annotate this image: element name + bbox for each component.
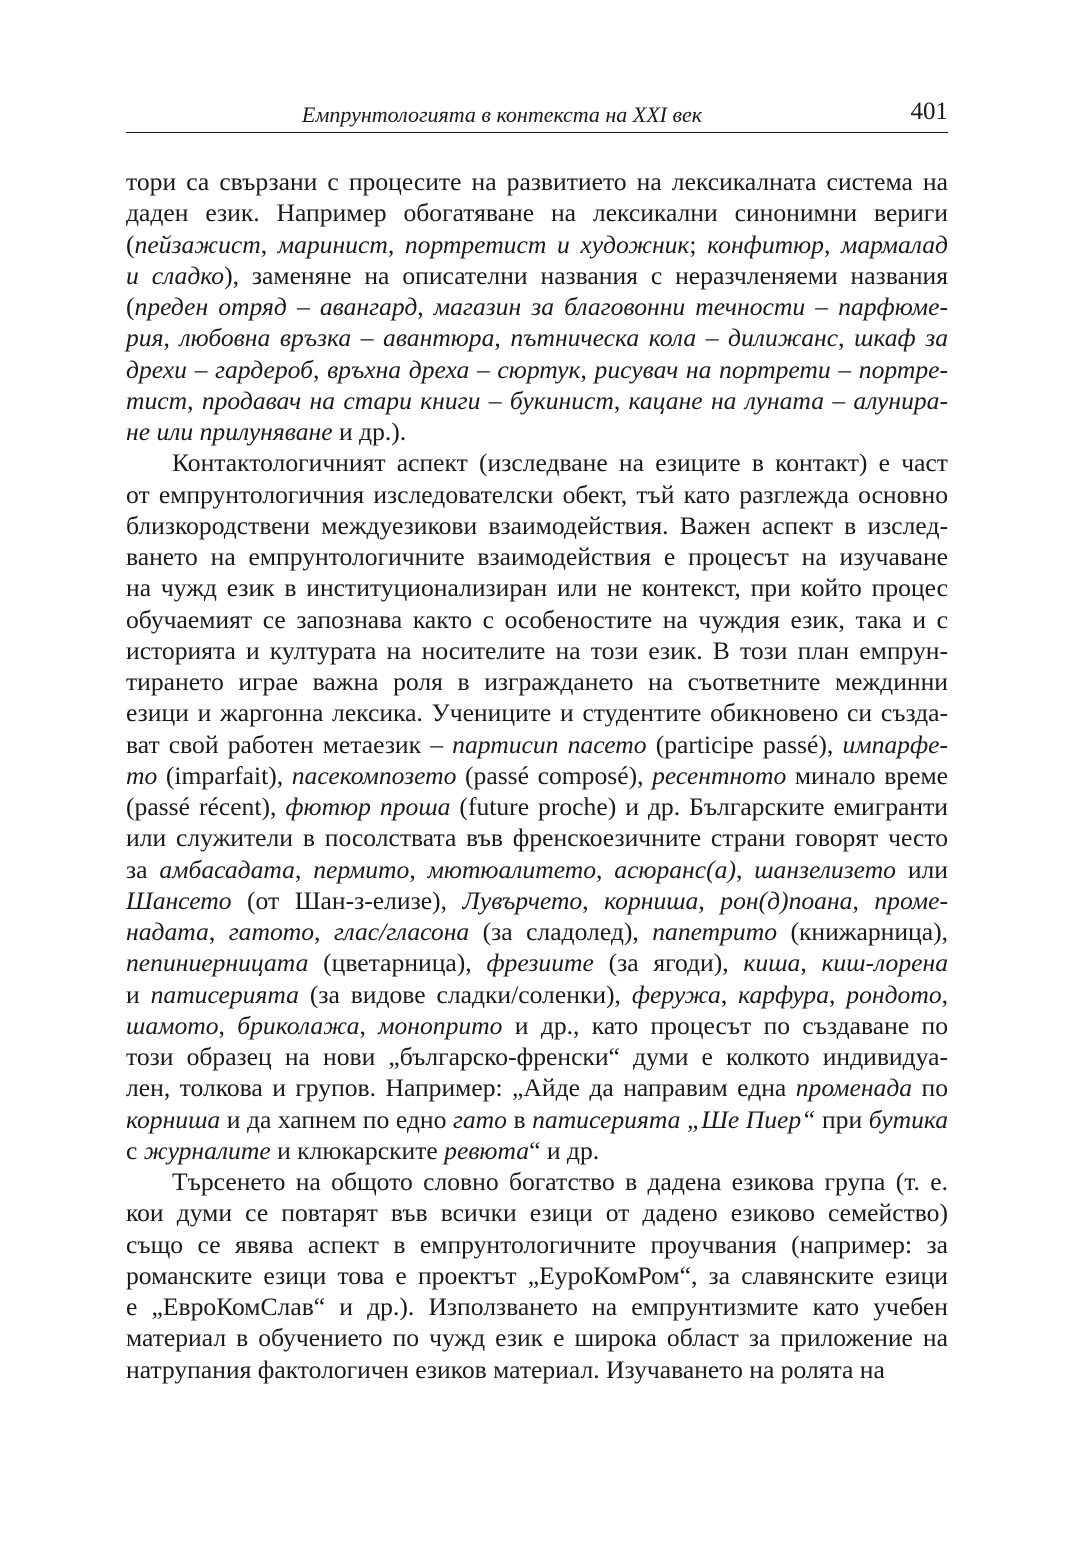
italic-term: асюранс(а) (614, 854, 736, 884)
text-run: и др., като процесът по създаване по (502, 1010, 949, 1040)
italic-term: продавач на стари книги – букинист (201, 385, 614, 415)
text-line (126, 979, 948, 1010)
text-line (126, 541, 948, 572)
italic-term: връхна дреха – сюртук (327, 354, 581, 384)
text-line (126, 697, 948, 728)
italic-term: бриколажа (237, 1010, 360, 1040)
italic-term: пасекомпозето (291, 760, 457, 790)
text-line (126, 1135, 948, 1166)
text-line (126, 447, 948, 478)
italic-term: карфура (738, 979, 829, 1009)
text-run: , (260, 229, 278, 259)
text-run: , (838, 323, 855, 353)
text-run: (passé composé), (456, 760, 653, 790)
text-run: в (506, 1104, 533, 1134)
text-run: , (596, 854, 615, 884)
text-line (126, 1197, 948, 1228)
italic-term: преден отряд – авангард (134, 292, 418, 321)
text-run: , (941, 979, 949, 1009)
text-line (126, 354, 948, 385)
italic-term: шамото (126, 1010, 219, 1040)
italic-term: маринист (277, 229, 388, 259)
text-run: с (126, 1135, 144, 1165)
italic-term: мармалад (841, 229, 948, 259)
text-run: (imparfait), (157, 760, 292, 790)
text-run: и клюкарските (270, 1135, 445, 1165)
text-line (126, 604, 948, 635)
italic-term: журналите (143, 1135, 271, 1165)
text-line (126, 260, 948, 291)
text-run: ( (126, 229, 135, 259)
text-line (126, 510, 948, 541)
text-run: , (852, 885, 875, 915)
text-run: Контактологичният аспект (изследване на езиците в контакт) е част (172, 448, 948, 478)
italic-term: променада (795, 1073, 913, 1103)
italic-term: бутика (868, 1104, 948, 1134)
italic-term: корниша (604, 885, 699, 915)
italic-term: импарфе- (842, 729, 949, 759)
paragraph (126, 447, 948, 1166)
text-run: , (698, 885, 721, 915)
text-run: , (720, 979, 739, 1009)
text-run: също се явява аспект в емпрунтологичните проучвания (например: за (126, 1229, 948, 1259)
text-line (126, 479, 948, 510)
text-run: , (314, 917, 334, 946)
italic-term: моноприто (378, 1010, 503, 1040)
text-line (126, 791, 948, 822)
italic-term: гатото (228, 917, 315, 946)
text-run: (цветарница), (308, 948, 487, 978)
text-line (126, 947, 948, 978)
text-run: този образец на нови „българско-френски“ думи е колкото индивидуа- (126, 1042, 948, 1071)
italic-term: то (126, 760, 158, 790)
text-line (126, 385, 948, 416)
italic-term: рондото (846, 979, 942, 1009)
text-run: ), заменяне на описателни названия с неразчленяеми названия (224, 260, 948, 290)
text-run: , (823, 229, 841, 259)
text-run: материал в обучението по чужд език е широка област за приложение на (126, 1323, 948, 1353)
text-line (126, 1260, 948, 1291)
italic-term: конфитюр (707, 229, 824, 259)
italic-term: любовна връзка – авантюра (179, 323, 495, 353)
text-run: от емпрунтологичния изследователски обект, тъй като разглежда основно (126, 479, 948, 509)
italic-term: мютюалитето (427, 854, 597, 884)
italic-term: киша (743, 948, 801, 978)
text-run: или служители в посолствата във френскоезичните страни говорят често (126, 823, 948, 853)
text-run: , (829, 979, 847, 1009)
text-run: , (313, 354, 328, 384)
text-run: , (580, 354, 595, 384)
text-run: даден език. Например обогатяване на лексикални синонимни вериги (126, 198, 948, 228)
italic-term: киш-лорена (821, 948, 948, 978)
italic-term: пейзажист (134, 229, 261, 259)
italic-term: глас/гласона (333, 917, 470, 946)
text-run: (participe passé), (646, 729, 843, 759)
text-line (126, 572, 948, 603)
text-line (126, 822, 948, 853)
text-line (126, 1322, 948, 1353)
body-text (126, 166, 948, 1385)
italic-term: патисерията (150, 979, 299, 1009)
text-run: , (163, 323, 180, 353)
text-line (126, 1041, 948, 1072)
text-line (126, 1010, 948, 1041)
italic-term: ресентното (652, 760, 787, 790)
text-run: , (613, 385, 629, 415)
text-line (126, 666, 948, 697)
italic-term: не или прилуняване (126, 417, 333, 446)
text-run: по (912, 1073, 948, 1103)
text-run: ването на емпрунтологичните взаимодействия е процесът на изучаване (126, 542, 948, 571)
text-line (126, 1229, 948, 1260)
italic-term: гато (452, 1104, 507, 1134)
running-title: Емпрунтологията в контекста на XXI век (301, 102, 703, 127)
text-line (126, 916, 948, 947)
text-run: , (218, 1010, 238, 1040)
italic-term: Лувърчето (462, 885, 583, 915)
italic-term: шкаф за (854, 323, 949, 353)
paragraph (126, 166, 948, 447)
italic-term: рия (126, 323, 164, 353)
italic-term: дрехи – гардероб (126, 354, 314, 384)
text-line (126, 1354, 948, 1385)
text-run: , (494, 323, 511, 353)
page-number: 401 (910, 98, 948, 125)
text-line (126, 416, 948, 447)
italic-term: партисип пасето (452, 729, 647, 759)
text-line (126, 1104, 948, 1135)
italic-term: фютюр проша (285, 792, 451, 821)
text-run: натрупания фактологичен езиков материал. Изучаването на ролята на (126, 1354, 885, 1384)
text-line (126, 166, 948, 197)
text-run: , (187, 385, 202, 415)
running-head (126, 98, 948, 133)
text-run: (за сладолед), (469, 917, 653, 946)
text-run: Търсенето на общото словно богатство в дадена езикова група (т. е. (172, 1167, 948, 1196)
text-line (126, 854, 948, 885)
italic-term: пепиниерницата (126, 948, 309, 978)
italic-term: пермито (313, 854, 410, 884)
italic-term: шанзелизето (754, 854, 896, 884)
italic-term: и сладко (126, 260, 225, 290)
italic-term: тист (126, 385, 188, 415)
italic-term: рисувач на портрети – портре- (594, 354, 949, 384)
italic-term: портретист и художник (404, 229, 690, 259)
italic-term: магазин за благовонни течности – парфюме- (433, 292, 948, 321)
italic-term: папетрито (652, 917, 777, 946)
italic-term: феружа (631, 979, 721, 1009)
text-run: (за ягоди), (593, 948, 744, 978)
text-run: обучаемият се запознава както с особеностите на чуждия език, така и с (126, 604, 948, 634)
paragraph (126, 1166, 948, 1385)
text-line (126, 291, 948, 322)
text-run: е „ЕвроКомСлав“ и др.). Използването на емпрунтизмите като учебен (126, 1292, 948, 1321)
text-run: (passé récent), (126, 792, 286, 821)
text-line (126, 322, 948, 353)
text-run: историята и културата на носителите на този език. В този план емпрун- (126, 635, 948, 665)
text-line (126, 1291, 948, 1322)
text-run: , (208, 917, 229, 946)
text-run: , (387, 229, 405, 259)
text-line (126, 1166, 948, 1197)
text-run: езици и жаргонна лексика. Учениците и студентите обикновено си създа- (126, 698, 948, 728)
text-run: (книжарница), (777, 917, 948, 946)
text-line (126, 760, 948, 791)
text-line (126, 729, 948, 760)
text-run: , (417, 292, 434, 321)
italic-term: фрезиите (486, 948, 594, 978)
text-run: ( (126, 292, 135, 321)
italic-term: проме- (874, 885, 949, 915)
text-run: , (582, 885, 605, 915)
text-run: , (800, 948, 822, 978)
text-run: ; (689, 229, 708, 259)
text-run: на чужд език в институционализиран или не контекст, при който процес (126, 573, 948, 603)
italic-term: корниша (126, 1104, 221, 1134)
text-run: , (735, 854, 755, 884)
text-run: “ и др. (529, 1135, 600, 1165)
text-run: при (815, 1104, 869, 1134)
text-run: тирането играе важна роля в изграждането на съответните междинни (126, 667, 948, 696)
text-line (126, 885, 948, 916)
text-run: (от Шан-з-елизе), (231, 885, 463, 915)
text-line (126, 229, 948, 260)
text-run: романските езици това е проектът „ЕуроКомРом“, за славянските езици (126, 1260, 948, 1290)
text-run: или (895, 854, 948, 884)
text-run: близкородствени междуезикови взаимодействия. Важен аспект в изслед- (126, 510, 948, 540)
italic-term: патисерията „Ше Пиер“ (532, 1104, 816, 1134)
text-run: , (359, 1010, 379, 1040)
text-run: , (294, 854, 314, 884)
text-run: (future proche) и др. Българските емигранти (450, 792, 948, 821)
text-run: (за видове сладки/соленки), (298, 979, 632, 1009)
text-line (126, 635, 948, 666)
italic-term: кацане на луната – алунира- (628, 385, 949, 415)
text-run: , (409, 854, 428, 884)
text-run: тори са свързани с процесите на развитието на лексикалната система на (126, 167, 948, 196)
italic-term: Шансето (126, 885, 232, 915)
text-run: и др.). (332, 417, 407, 446)
text-run: минало време (786, 760, 948, 790)
text-run: и да хапнем по едно (220, 1104, 453, 1134)
text-run: лен, толкова и групов. Например: „Айде да направим една (126, 1073, 796, 1103)
text-run: за (126, 854, 160, 884)
text-run: и (126, 979, 151, 1009)
text-run: кои думи се повтарят във всички езици от дадено езиково семейство) (126, 1198, 948, 1228)
italic-term: надата (126, 917, 209, 946)
text-line (126, 197, 948, 228)
italic-term: пътническа кола – дилижанс (510, 323, 839, 353)
italic-term: амбасадата (159, 854, 295, 884)
text-line (126, 1072, 948, 1103)
italic-term: ревюта (444, 1135, 530, 1165)
text-run: ват свой работен метаезик – (126, 729, 453, 759)
italic-term: рон(д)поана (720, 885, 853, 915)
